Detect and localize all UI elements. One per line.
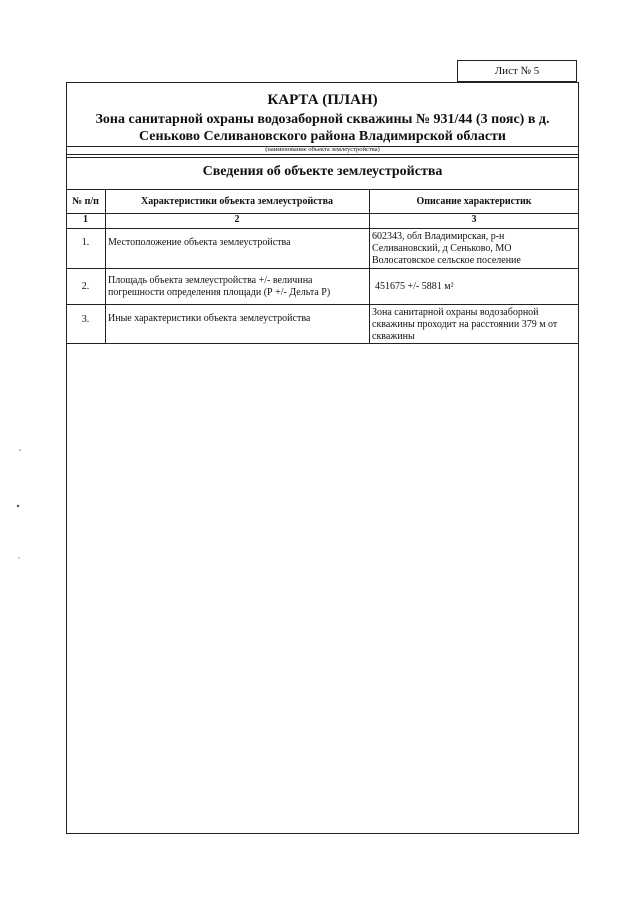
table-header-description: Описание характеристик [416,196,532,207]
table-row-1-characteristic: Местоположение объекта землеустройства [108,237,291,248]
document-title: КАРТА (ПЛАН) [267,92,378,108]
table-colnum-rule [66,228,579,229]
table-row-1-description: 602343, обл Владимирская, р-н Селивановский, д Сеньково, МО Волосатовское сельское поселение [372,231,521,266]
table-row-1-rule [66,268,579,269]
table-row-3-characteristic: Иные характеристики объекта землеустройства [108,313,311,324]
document-subtitle-line-1: Зона санитарной охраны водозаборной скважины № 931/44 (3 пояс) в д. [95,112,550,127]
table-row-2-description: 451675 +/- 5881 м² [375,281,454,292]
table-colnum-3: 3 [471,214,477,225]
object-name-caption: (наименование объекта землеустройства) [265,146,380,153]
table-top-rule [66,189,579,190]
table-row-3-description: Зона санитарной охраны водозаборной скважины проходит на расстоянии 379 м от скважины [372,307,558,342]
table-col-divider-1 [105,189,106,343]
table-row-1-number: 1. [81,237,90,248]
table-row-3-number: 3. [81,314,90,325]
table-row-2-number: 2. [81,281,90,292]
table-colnum-2: 2 [234,214,240,225]
section-title: Сведения об объекте землеустройства [202,164,443,179]
sheet-number-box [457,60,577,82]
table-header-characteristic: Характеристики объекта землеустройства [141,196,333,207]
table-col-divider-2 [369,189,370,343]
table-row-2-rule [66,304,579,305]
scan-speck-marks [14,440,24,570]
table-row-2-characteristic: Площадь объекта землеустройства +/- величина погрешности определения площади (Р +/- Дельта Р) [108,275,331,298]
section-top-rule-2 [66,157,579,158]
document-subtitle-line-2: Сеньково Селивановского района Владимирской области [139,129,506,144]
sheet-number-label: Лист № 5 [494,65,540,77]
table-row-3-rule [66,343,579,344]
table-colnum-1: 1 [83,214,88,225]
section-top-rule [66,154,579,155]
table-header-number: № п/п [72,196,99,207]
document-frame [66,82,579,834]
